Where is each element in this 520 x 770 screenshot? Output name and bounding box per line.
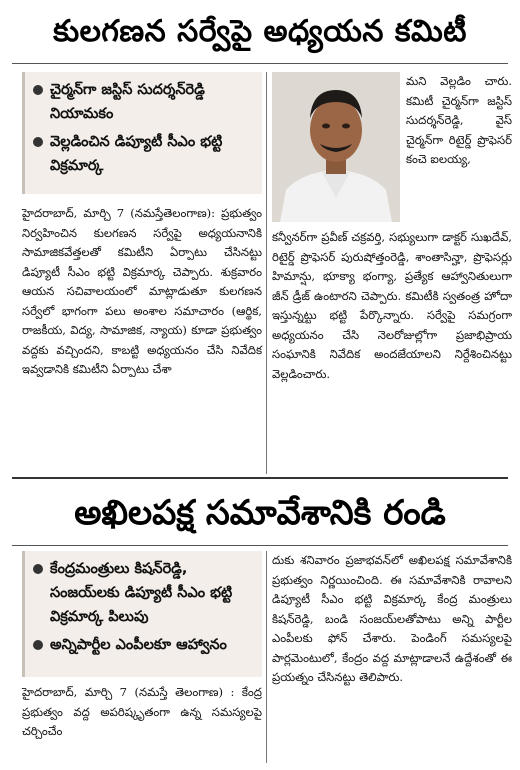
bullet-icon bbox=[33, 640, 43, 650]
highlight-item bbox=[33, 557, 254, 629]
highlight-item bbox=[33, 78, 254, 126]
story1-text-beside-photo: మని వెల్లడిం చారు. కమిటీ చైర్మన్‌గా జస్టిస్ సుదర్శన్‌రెడ్డి, వైస్ చైర్మన్‌గా రిటైర్డ్ ప్రొఫెసర్ కంచె ఐలయ్య, bbox=[406, 74, 512, 166]
column-divider bbox=[266, 72, 267, 474]
story1-headline: కులగణన సర్వేపై అధ్యయన కమిటీ bbox=[53, 14, 467, 49]
highlight-item bbox=[33, 633, 254, 657]
bullet-icon bbox=[33, 137, 43, 147]
story1-right-column: కన్వీనర్‌గా ప్రవీణ్ చక్రవర్తి, సభ్యులుగా డాక్టర్ సుఖదేవ్, రిటైర్డ్ ప్రొఫెసర్ పురుషోత్తంరెడ్డి, శాంతాసిన్హా, ప్రొఫెసర్లు హిమాన్షు, భూక్యా భంగ్యా, ప్రత్యేక ఆహ్వానితులుగా జీన్ డ్రీజ్ ఉంటారని చెప్పారు. కమిటీకి స్వతంత్ర హోదా ఇస్తున్నట్టు భట్టి పేర్కొన్నారు. సర్వేపై సమగ్రంగా అధ్యయనం చేసి నెలరోజుల్లోగా ప్రజాభిప్రాయ సంఘానికి నివేదిక అందజేయాలని నిర్దేశించినట్టు వెల్లడించారు. bbox=[272, 230, 512, 381]
person-portrait-icon bbox=[272, 72, 400, 222]
story2-headline: అఖిలపక్ష సమావేశానికి రండి bbox=[74, 493, 446, 533]
column-divider bbox=[266, 551, 267, 763]
highlight-item bbox=[33, 130, 254, 178]
headline-rule bbox=[12, 63, 508, 64]
bullet-icon bbox=[33, 85, 43, 95]
story2-right-column: దుకు శనివారం ప్రజాభవన్‌లో అఖిలపక్ష సమావేశానికి ప్రభుత్వం నిర్ణయించింది. ఈ సమావేశానికి రావాలని డిప్యూటీ సీఎం భట్టి విక్రమార్క కేంద్ర మంత్రులు కిషన్‌రెడ్డి, బండి సంజయ్‌లతోపాటు అన్ని పార్టీల ఎంపీలకు ఫోన్ చేశారు. పెండింగ్ సమస్యలపై పార్లమెంటులో, కేంద్రం వద్ద మాట్లాడాలనే ఉద్దేశంతో ఈ ప్రయత్నం చేసినట్టు తెలిపారు. bbox=[272, 553, 512, 684]
highlight-text: కేంద్రమంత్రులు కిషన్‌రెడ్డి, సంజయ్‌లకు డిప్యూటీ సీఎం భట్టి విక్రమార్క పిలుపు bbox=[50, 561, 233, 625]
story1-highlights-box bbox=[22, 72, 262, 194]
bullet-icon bbox=[33, 564, 43, 574]
highlight-text: వెల్లడించిన డిప్యూటీ సీఎం భట్టి విక్రమార్క bbox=[50, 134, 223, 174]
story-separator bbox=[12, 477, 508, 479]
story2-left-column: హైదరాబాద్, మార్చి 7 (నమస్తే తెలంగాణ) : కేంద్ర ప్రభుత్వం వద్ద అపరిష్కృతంగా ఉన్న సమస్యలపై చర్చించేం bbox=[22, 685, 262, 738]
headline-rule bbox=[12, 545, 508, 546]
highlight-text: చైర్మన్‌గా జస్టిస్ సుదర్శన్‌రెడ్డి నియామకం bbox=[50, 82, 205, 122]
highlight-text: అన్నిపార్టీల ఎంపీలకూ ఆహ్వానం bbox=[50, 637, 227, 653]
story2-highlights-box bbox=[22, 551, 262, 677]
story1-left-column: హైదరాబాద్, మార్చి 7 (నమస్తేతెలంగాణ): ప్రభుత్వం నిర్వహించిన కులగణన సర్వేపై అధ్యయనానికి సామాజికవేత్తలతో కమిటీని ఏర్పాటు చేసినట్టు డిప్యూటీ సీఎం భట్టి విక్రమార్క చెప్పారు. శుక్రవారం ఆయన సచివాలయంలో మాట్లాడుతూ కులగణన సర్వేలో భాగంగా పలు అంశాల సమాచారం (ఆర్థిక, రాజకీయ, విద్య, సామాజిక, న్యాయ) కూడా ప్రభుత్వం వద్దకు వచ్చిందని, కాబట్టి అధ్యయనం చేసి నివేదిక ఇవ్వడానికి కమిటీని ఏర్పాటు చేశా bbox=[22, 206, 262, 376]
